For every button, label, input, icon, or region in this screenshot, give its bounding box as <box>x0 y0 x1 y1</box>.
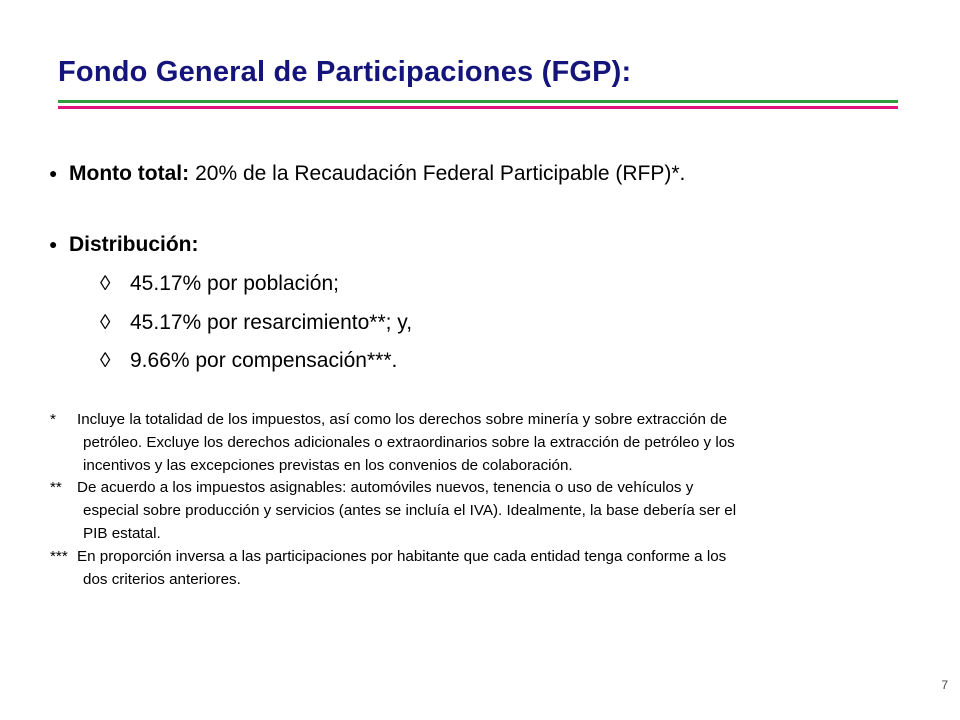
footnote-mark: *** <box>50 547 68 565</box>
sub-item-resarcimiento <box>100 311 412 335</box>
page-number: 7 <box>941 678 948 692</box>
diamond-icon: ◊ <box>100 349 111 372</box>
sub-item-text: 45.17% por resarcimiento**; y, <box>130 311 413 334</box>
footnote-line: Incluye la totalidad de los impuestos, así como los derechos sobre minería y sobre extracción de <box>77 411 728 428</box>
sub-item-text: 45.17% por población; <box>130 272 339 295</box>
bullet-distribucion <box>49 233 205 257</box>
bullet-label: Monto total: <box>69 162 190 185</box>
footnote-1 <box>50 409 900 477</box>
footnote-line: En proporción inversa a las participaciones por habitante que cada entidad tenga conforme a los <box>77 547 727 565</box>
footnote-mark: ** <box>50 479 62 497</box>
bullet-dot-icon: ● <box>49 165 58 181</box>
bullet-monto-total <box>49 162 685 186</box>
bullet-dot-icon: ● <box>49 236 58 252</box>
footnote-3 <box>50 546 900 592</box>
footnote-line: especial sobre producción y servicios (antes se incluía el IVA). Idealmente, la base debería ser el <box>83 502 737 520</box>
title-rule-magenta <box>58 106 898 109</box>
footnote-line: dos criterios anteriores. <box>83 570 241 588</box>
bullet-label: Distribución: <box>69 233 199 256</box>
slide-title: Fondo General de Participaciones (FGP): <box>58 56 632 88</box>
footnote-line: petróleo. Excluye los derechos adicionales o extraordinarios sobre la extracción de petróleo y los <box>83 433 735 451</box>
footnote-line: incentivos y las excepciones previstas en los convenios de colaboración. <box>83 456 573 474</box>
sub-item-text: 9.66% por compensación***. <box>130 349 398 372</box>
footnote-line: PIB estatal. <box>83 524 161 542</box>
diamond-icon: ◊ <box>100 272 111 295</box>
diamond-icon: ◊ <box>100 311 111 334</box>
sub-item-compensacion <box>100 349 397 373</box>
bullet-text: 20% de la Recaudación Federal Participable (RFP)*. <box>195 162 686 185</box>
sub-item-poblacion <box>100 272 339 296</box>
footnote-mark: * <box>50 411 56 428</box>
title-rule-green <box>58 100 898 103</box>
footnotes <box>50 409 900 591</box>
footnote-2 <box>50 477 900 545</box>
footnote-line: De acuerdo a los impuestos asignables: automóviles nuevos, tenencia o uso de vehículos y <box>77 479 694 497</box>
